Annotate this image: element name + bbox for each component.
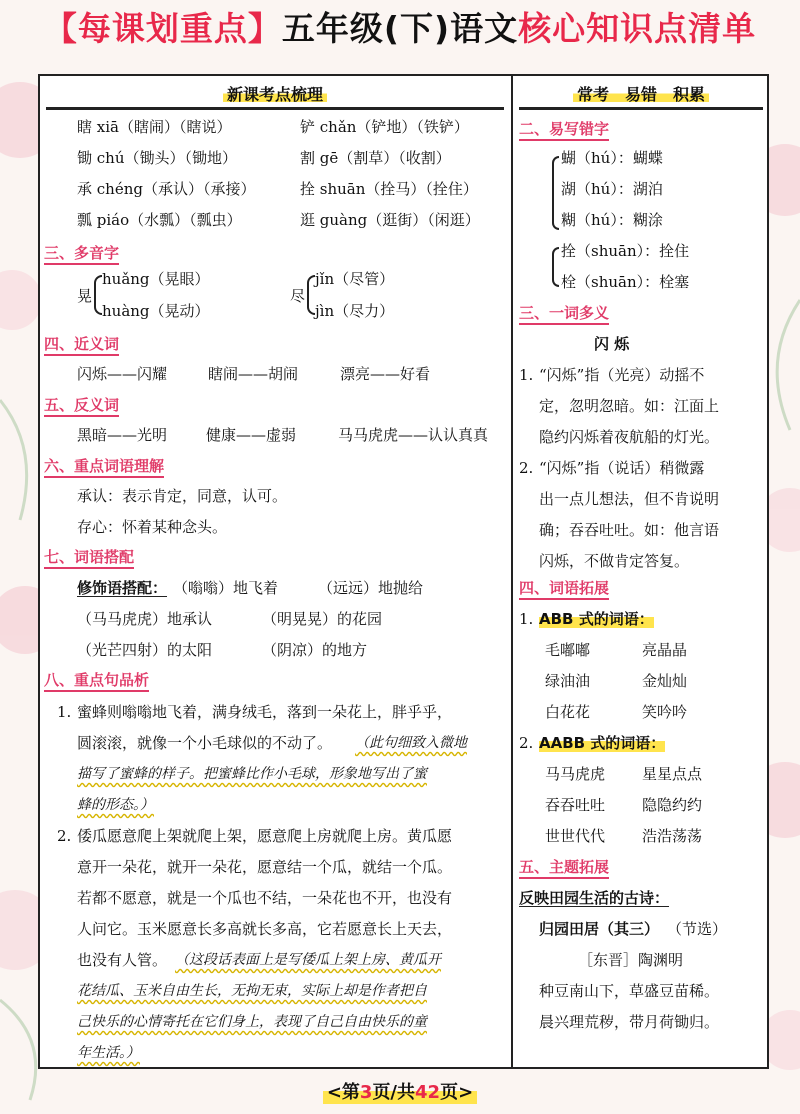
left-header: 新课考点梳理 [46, 82, 504, 110]
polyphone-char-a: 晃 [77, 287, 93, 305]
abb-1: 毛嘟嘟 [545, 641, 591, 659]
sentence-2-line-3: 若都不愿意，就是一个瓜也不结，一朵花也不开，也没有 [77, 889, 453, 907]
typo-3: 糊（hú）：糊涂 [561, 211, 663, 229]
word-row-2b: 割 gē（割草）（收割） [300, 149, 451, 167]
column-divider [511, 76, 513, 1067]
meaning-2: 存心：怀着某种念头。 [77, 518, 228, 536]
antonym-1: 黑暗——光明 [77, 426, 168, 444]
sentence-2-note-3: 己快乐的心情寄托在它们身上，表现了自己自由快乐的童 [77, 1014, 427, 1030]
poem-line-1: 种豆南山下，草盛豆苗稀。 [539, 982, 720, 1000]
polyphone-a2: huàng（晃动） [102, 302, 210, 320]
multi-1-number: 1. [519, 366, 534, 384]
poem-author: ［东晋］陶渊明 [578, 951, 684, 969]
abb-3: 绿油油 [545, 672, 591, 690]
brace-a [94, 275, 102, 315]
abb-label: ABB 式的词语： [539, 610, 654, 628]
word-row-1b: 铲 chǎn（铲地）（铁铲） [300, 118, 469, 136]
collocation-1: （嗡嗡）地飞着 [173, 579, 279, 597]
collocation-label: 修饰语搭配： [77, 579, 168, 597]
title-part1: 五年级(下)语文 [281, 9, 519, 48]
sentence-1-note-1: （此句细致入微地 [355, 735, 467, 751]
poem-title: 归园田居（其三） [539, 920, 660, 938]
typo-2: 湖（hú）：湖泊 [561, 180, 663, 198]
abb-5: 白花花 [545, 703, 591, 721]
multi-1-line-3: 隐约闪烁着夜航船的灯光。 [539, 428, 720, 446]
section-sentences: 八、重点句品析 [44, 671, 149, 692]
section-antonyms: 五、反义词 [44, 396, 119, 417]
abb-number: 1. [519, 610, 534, 628]
sentence-1-line-1: 蜜蜂则嗡嗡地飞着，满身绒毛，落到一朵花上，胖乎乎， [77, 703, 453, 721]
aabb-5: 世世代代 [545, 827, 606, 845]
multi-2-line-1: “闪烁”指（说话）稍微露 [539, 459, 705, 477]
page-number: 3 [359, 1082, 373, 1103]
title-bracket: 【每课划重点】 [43, 9, 282, 48]
right-header: 常考 易错 积累 [519, 82, 763, 110]
sentence-2-line-2: 意开一朵花，就开一朵花，愿意结一个瓜，就结一个瓜。 [77, 858, 453, 876]
page-total: 42 [415, 1082, 441, 1103]
multi-2-line-2: 出一点儿想法，但不肯说明 [539, 490, 720, 508]
theme-label: 反映田园生活的古诗： [519, 889, 670, 907]
word-row-4b: 逛 guàng（逛街）（闲逛） [300, 211, 480, 229]
typo-5: 栓（shuān）：栓塞 [561, 273, 690, 291]
typo-1: 蝴（hú）：蝴蝶 [561, 149, 663, 167]
sentence-1-line-2: 圆滚滚，就像一个小毛球似的不动了。 [77, 734, 333, 752]
page-title [0, 2, 800, 56]
typo-4: 拴（shuān）：拴住 [561, 242, 690, 260]
abb-6: 笑吟吟 [642, 703, 688, 721]
abb-2: 亮晶晶 [642, 641, 688, 659]
multi-1-line-1: “闪烁”指（光亮）动摇不 [539, 366, 705, 384]
page-footer: <第3页/共42页> [0, 1078, 800, 1104]
multi-2-line-3: 确；吞吞吐吐。如：他言语 [539, 521, 720, 539]
word-row-1a: 瞎 xiā（瞎闹）（瞎说） [77, 118, 232, 136]
sentence-2-line-5: 也没有人管。 [77, 951, 168, 969]
synonym-3: 漂亮——好看 [340, 365, 431, 383]
antonym-3: 马马虎虎——认认真真 [338, 426, 489, 444]
synonym-1: 闪烁——闪耀 [77, 365, 168, 383]
section-collocation: 七、词语搭配 [44, 548, 134, 569]
section-multi-meaning: 三、一词多义 [519, 304, 609, 325]
aabb-6: 浩浩荡荡 [642, 827, 703, 845]
multi-1-line-2: 定，忽明忽暗。如：江面上 [539, 397, 720, 415]
aabb-number: 2. [519, 734, 534, 752]
polyphone-char-b: 尽 [290, 287, 306, 305]
section-polyphones: 三、多音字 [44, 244, 119, 265]
aabb-1: 马马虎虎 [545, 765, 606, 783]
sentence-1-note-2: 描写了蜜蜂的样子。把蜜蜂比作小毛球，形象地写出了蜜 [77, 766, 427, 782]
synonym-2: 瞎闹——胡闹 [208, 365, 299, 383]
abb-4: 金灿灿 [642, 672, 688, 690]
sentence-2-note-4: 年生活。） [77, 1045, 140, 1061]
sentence-2-line-4: 人问它。玉米愿意长多高就长多高，它若愿意长上天去， [77, 920, 453, 938]
multi-word: 闪 烁 [594, 335, 630, 353]
title-part2: 核心知识点清单 [518, 9, 757, 48]
section-synonyms: 四、近义词 [44, 335, 119, 356]
aabb-label: AABB 式的词语： [539, 734, 666, 752]
aabb-4: 隐隐约约 [642, 796, 703, 814]
section-word-ext: 四、词语拓展 [519, 579, 609, 600]
aabb-3: 吞吞吐吐 [545, 796, 606, 814]
antonym-2: 健康——虚弱 [206, 426, 297, 444]
collocation-2: （远远）地抛给 [318, 579, 424, 597]
aabb-2: 星星点点 [642, 765, 703, 783]
section-typo: 二、易写错字 [519, 120, 609, 141]
sentence-2-line-1: 倭瓜愿意爬上架就爬上架，愿意爬上房就爬上房。黄瓜愿 [77, 827, 453, 845]
sentence-2-note-1: （这段话表面上是写倭瓜上架上房、黄瓜开 [175, 952, 441, 968]
word-row-3a: 承 chéng（承认）（承接） [77, 180, 256, 198]
poem-note: （节选） [667, 920, 728, 938]
multi-2-line-4: 闪烁，不做肯定答复。 [539, 552, 690, 570]
brace-b [307, 275, 315, 315]
collocation-4: （明晃晃）的花园 [262, 610, 383, 628]
brace-hu [552, 156, 559, 230]
word-row-2a: 锄 chú（锄头）（锄地） [77, 149, 237, 167]
word-row-4a: 瓢 piáo（水瓢）（瓢虫） [77, 211, 242, 229]
collocation-5: （光芒四射）的太阳 [77, 641, 213, 659]
multi-2-number: 2. [519, 459, 534, 477]
word-row-3b: 拴 shuān（拴马）（拴住） [300, 180, 478, 198]
polyphone-b1: jǐn（尽管） [315, 270, 395, 288]
sentence-2-number: 2. [57, 827, 72, 845]
section-theme: 五、主题拓展 [519, 858, 609, 879]
sentence-1-number: 1. [57, 703, 72, 721]
brace-shuan [552, 247, 559, 287]
section-word-meaning: 六、重点词语理解 [44, 457, 164, 478]
poem-line-2: 晨兴理荒秽，带月荷锄归。 [539, 1013, 720, 1031]
collocation-3: （马马虎虎）地承认 [77, 610, 213, 628]
sentence-2-note-2: 花结瓜、玉米自由生长，无拘无束，实际上却是作者把自 [77, 983, 427, 999]
meaning-1: 承认：表示肯定，同意，认可。 [77, 487, 288, 505]
sentence-1-note-3: 蜂的形态。） [77, 797, 154, 813]
polyphone-b2: jìn（尽力） [315, 302, 395, 320]
polyphone-a1: huǎng（晃眼） [102, 270, 210, 288]
collocation-6: （阴凉）的地方 [262, 641, 368, 659]
